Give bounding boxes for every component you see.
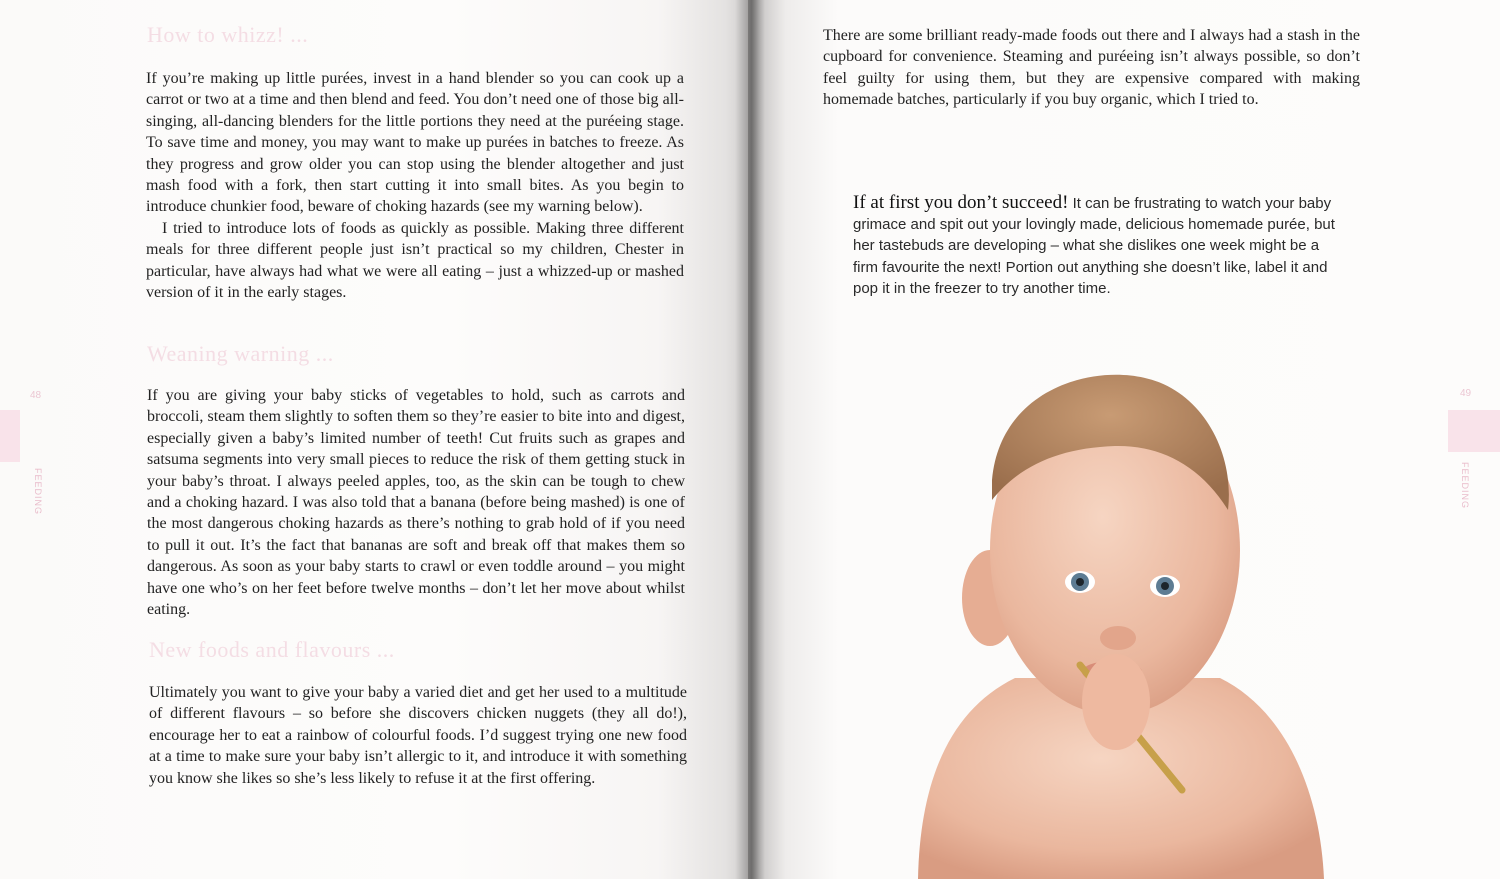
heading-new-foods: New foods and flavours ... (149, 637, 395, 662)
tip-box (853, 192, 1348, 299)
left-page (0, 0, 748, 879)
whizz-section-text (146, 68, 684, 303)
tab-label-right: FEEDING (1460, 462, 1470, 510)
section-tab-left (0, 410, 20, 462)
paragraph-ready-made-foods: There are some brilliant ready-made foods out there and I always had a stash in the cupboard for convenience. Steaming and puréeing isn’t always possible, so don’t feel guilty for using them, but they are expensive compared with making homemade batches, particularly if you buy organic, which I tried to. (823, 27, 1360, 109)
baby-photo (900, 360, 1340, 879)
page-number-left: 48 (30, 390, 42, 401)
tip-lead: If at first you don’t succeed! (853, 192, 1069, 213)
paragraph-whizz-1: If you’re making up little purées, invest in a hand blender so you can cook up a carrot or two at a time and then blend and feed. You don’t need one of those big all-singing, all-dancing blenders for the little portions they need at the puréeing stage. To save time and money, you may want to make up purées in batches to freeze. As they progress and grow older you can stop using the blender altogether and just mash food with a fork, then start cutting it into small bites. As you begin to introduce chunkier food, beware of choking hazards (see my warning below). (146, 70, 684, 216)
paragraph-weaning-warning: If you are giving your baby sticks of vegetables to hold, such as carrots and broccoli, steam them slightly to soften them so they’re easier to bite into and digest, especially given a baby’s limited number of teeth! Cut fruits such as grapes and satsuma segments into very small pieces to reduce the risk of them getting stuck in your baby’s throat. I always peeled apples, too, as the skin can be tough to chew and a choking hazard. I was also told that a banana (before being mashed) is one of the most dangerous choking hazards as there’s nothing to grab hold of if you need to pull it out. It’s the fact that bananas are soft and break off that makes them so dangerous. As soon as your baby starts to crawl or even toddle around – you might have one who’s on her feet before twelve months – don’t let her move about whilst eating. (147, 387, 685, 619)
tip-body: It can be frustrating to watch your baby grimace and spit out your lovingly made, delicious homemade purée, but her tastebuds are developing – what she dislikes one week might be a firm favourite the next! Portion out anything she doesn’t like, label it and pop it in the freezer to try another time. (853, 195, 1335, 297)
paragraph-whizz-2: I tried to introduce lots of foods as quickly as possible. Making three different meals for three different people just isn’t practical so my children, Chester in particular, have always had what we were all eating – just a whizzed-up or mashed version of it in the early stages. (146, 219, 684, 302)
baby-hand (1082, 654, 1150, 750)
page-number-right: 49 (1460, 388, 1472, 399)
baby-nose (1100, 626, 1136, 650)
heading-how-to-whizz: How to whizz! ... (147, 22, 309, 47)
tab-label-left: FEEDING (33, 468, 43, 516)
heading-weaning-warning: Weaning warning ... (147, 341, 334, 366)
paragraph-new-foods: Ultimately you want to give your baby a varied diet and get her used to a multitude of different flavours – so before she discovers chicken nuggets (they all do!), encourage her to eat a rainbow of colourful foods. I’d suggest trying one new food at a time to make sure your baby isn’t allergic to it, and introduce it with something you know she likes so she’s less likely to refuse it at the first offering. (149, 684, 687, 787)
section-tab-right (1448, 410, 1500, 452)
